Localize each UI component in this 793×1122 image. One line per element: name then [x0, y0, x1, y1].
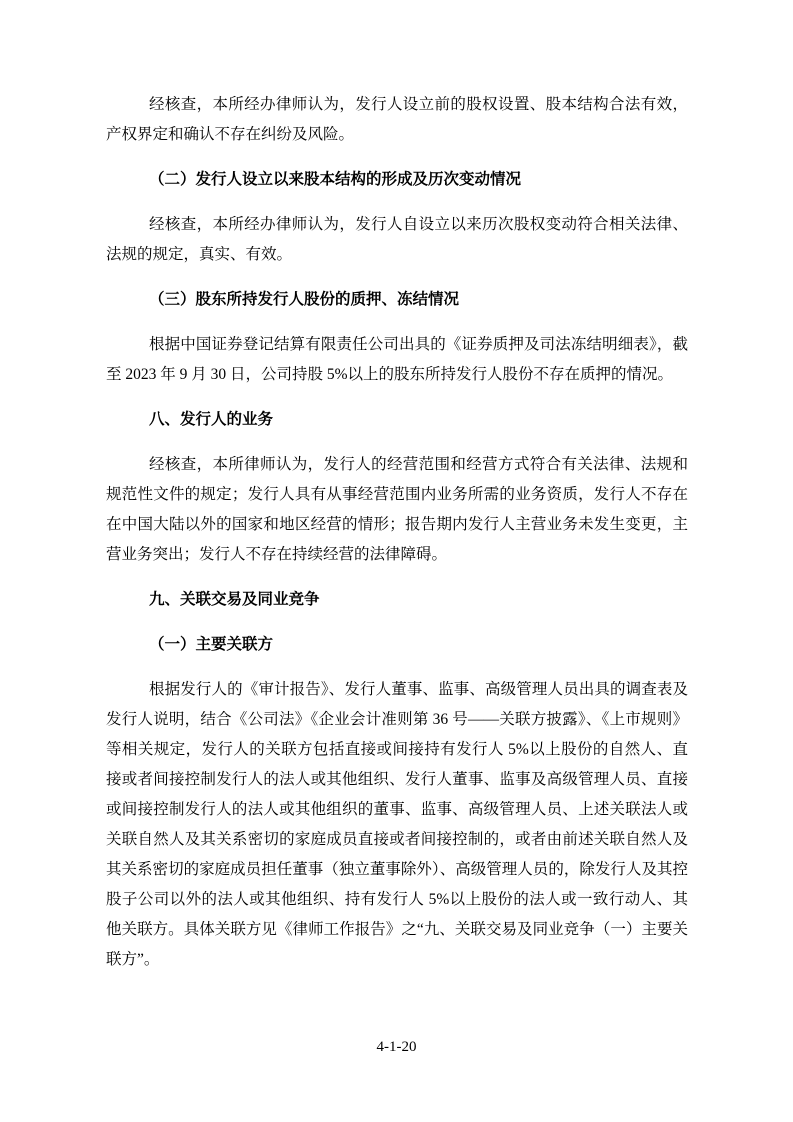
paragraph-pledge-freeze-statement: 根据中国证券登记结算有限责任公司出具的《证券质押及司法冻结明细表》，截至 2023 年 9 月 30 日，公司持股 5%以上的股东所持发行人股份不存在质押的情况。: [106, 336, 688, 383]
heading-related-transactions-and-competition: 九、关联交易及同业竞争: [149, 591, 320, 608]
heading-share-pledge-freeze-status: （三）股东所持发行人股份的质押、冻结情况: [149, 291, 460, 308]
paragraph-issuer-business-conclusion: 经核查，本所律师认为，发行人的经营范围和经营方式符合有关法律、法规和规范性文件的规定；发行人具有从事经营范围内业务所需的业务资质，发行人不存在在中国大陆以外的国家和地区经营的情形；报告期内发行人主营业务未发生变更，主营业务突出；发行人不存在持续经营的法律障碍。: [106, 456, 688, 563]
paragraph-equity-changes-conclusion: 经核查，本所经办律师认为，发行人自设立以来历次股权变动符合相关法律、法规的规定，真实、有效。: [106, 216, 688, 263]
heading-issuer-business: 八、发行人的业务: [149, 411, 274, 428]
document-content: [106, 90, 688, 990]
paragraph-related-parties-definition: 根据发行人的《审计报告》、发行人董事、监事、高级管理人员出具的调查表及发行人说明，结合《公司法》《企业会计准则第 36 号——关联方披露》、《上市规则》等相关规定，发行人的关联方包括直接或间接持有发行人 5%以上股份的自然人、直接或者间接控制发行人的法人或其他组织、发行人董事、监事及高级管理人员、直接或间接控制发行人的法人或其他组织的董事、监事、高级管理人员、上述关联法人或关联自然人及其关系密切的家庭成员直接或者间接控制的，或者由前述关联自然人及其关系密切的家庭成员担任董事（独立董事除外）、高级管理人员的，除发行人及其控股子公司以外的法人或其他组织、持有发行人 5%以上股份的法人或一致行动人、其他关联方。具体关联方见《律师工作报告》之“九、关联交易及同业竞争（一）主要关联方”。: [106, 681, 688, 968]
paragraph-pre-establishment-equity-conclusion: 经核查，本所经办律师认为，发行人设立前的股权设置、股本结构合法有效，产权界定和确认不存在纠纷及风险。: [106, 96, 688, 143]
heading-main-related-parties: （一）主要关联方: [149, 636, 274, 653]
page-number: 4-1-20: [376, 1039, 417, 1055]
heading-share-structure-formation-and-changes: （二）发行人设立以来股本结构的形成及历次变动情况: [149, 171, 522, 188]
